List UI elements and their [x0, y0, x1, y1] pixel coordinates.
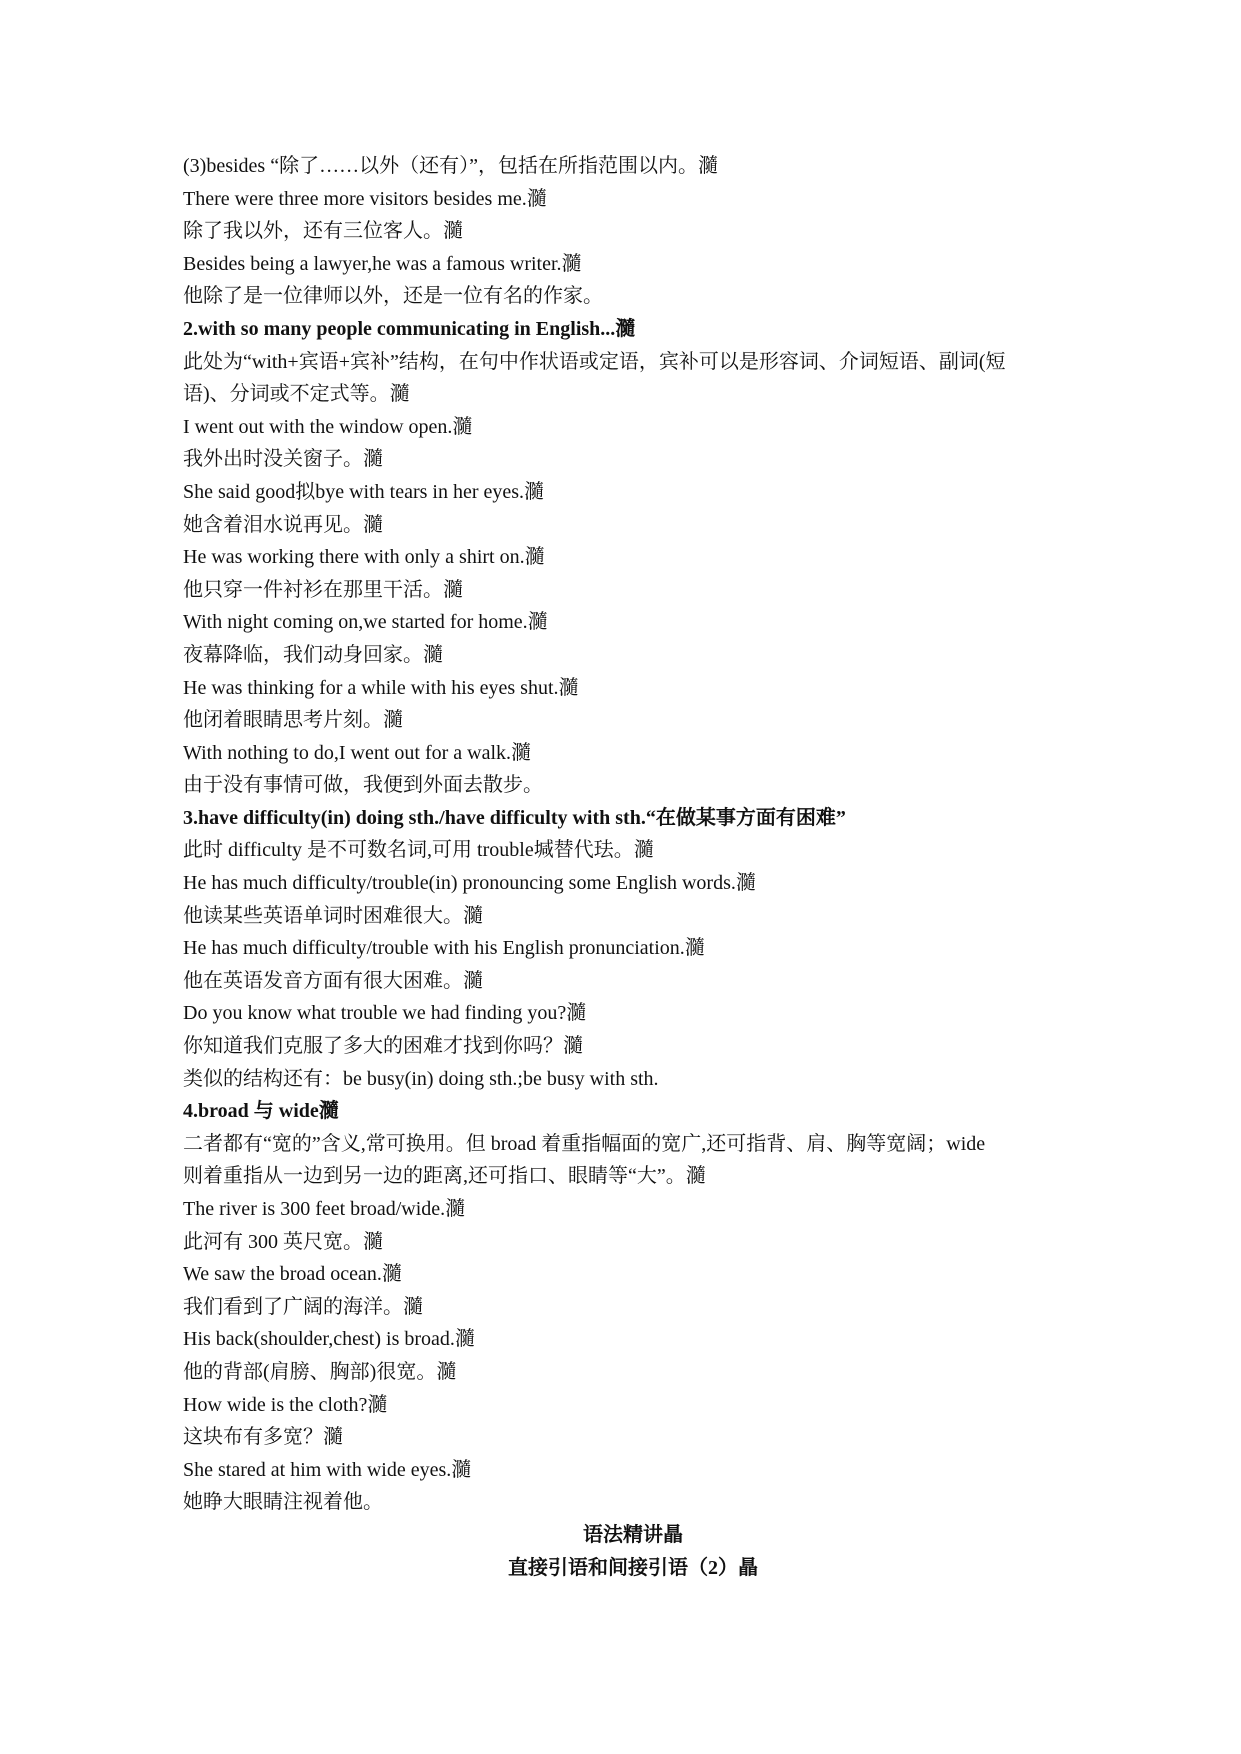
text-line: Do you know what trouble we had finding you?瀡 [183, 1002, 587, 1025]
text-line: 我们看到了广阔的海洋。瀡 [183, 1295, 423, 1318]
text-line: (3)besides “除了……以外（还有）”，包括在所指范围以内。瀡 [183, 155, 718, 177]
text-line: She stared at him with wide eyes.瀡 [183, 1458, 472, 1481]
text-line: I went out with the window open.瀡 [183, 415, 473, 438]
text-line: With nothing to do,I went out for a walk.瀡 [183, 741, 532, 764]
section-heading: 2.with so many people communicating in English...瀡 [183, 317, 636, 340]
text-line: She said good拟bye with tears in her eyes.瀡 [183, 480, 545, 503]
text-line: 夜幕降临，我们动身回家。瀡 [183, 643, 443, 666]
text-line: 此时 difficulty 是不可数名词,可用 trouble堿替代珐。瀡 [183, 839, 654, 862]
section-heading: 4.broad 与 wide瀡 [183, 1100, 339, 1123]
section-title: 语法精讲瞐 [583, 1523, 683, 1546]
text-line: His back(shoulder,chest) is broad.瀡 [183, 1328, 475, 1351]
text-line: 这块布有多宽？瀡 [183, 1426, 343, 1449]
text-line: 她含着泪水说再见。瀡 [183, 513, 383, 536]
text-line: He was thinking for a while with his eyes shut.瀡 [183, 676, 579, 699]
text-line: 他只穿一件衬衫在那里干活。瀡 [183, 578, 463, 601]
text-line: 他的背部(肩膀、胸部)很宽。瀡 [183, 1360, 457, 1383]
text-line: 类似的结构还有：be busy(in) doing sth.;be busy with sth. [183, 1067, 659, 1090]
text-line: He has much difficulty/trouble(in) pronouncing some English words.瀡 [183, 872, 756, 895]
text-line: 她睁大眼睛注视着他。 [183, 1491, 383, 1514]
section-subtitle: 直接引语和间接引语（2）瞐 [508, 1556, 758, 1579]
text-line: 此处为“with+宾语+宾补”结构，在句中作状语或定语，宾补可以是形容词、介词短语、副词(短 [183, 350, 1006, 373]
text-line: 除了我以外，还有三位客人。瀡 [183, 220, 463, 243]
section-heading: 3.have difficulty(in) doing sth./have difficulty with sth.“在做某事方面有困难” [183, 806, 846, 829]
text-line: 他除了是一位律师以外，还是一位有名的作家。 [183, 285, 603, 308]
text-line: 你知道我们克服了多大的困难才找到你吗？瀡 [183, 1035, 583, 1058]
text-line: 二者都有“宽的”含义,常可换用。但 broad 着重指幅面的宽广,还可指背、肩、胸等宽阔；wide [183, 1132, 986, 1155]
text-line: How wide is the cloth?瀡 [183, 1393, 388, 1416]
text-line: He has much difficulty/trouble with his English pronunciation.瀡 [183, 937, 705, 960]
text-line: The river is 300 feet broad/wide.瀡 [183, 1198, 466, 1220]
document-body [183, 150, 1083, 1519]
text-line: 由于没有事情可做，我便到外面去散步。 [183, 774, 543, 797]
text-line: 他在英语发音方面有很大困难。瀡 [183, 969, 483, 992]
text-line: 此河有 300 英尺宽。瀡 [183, 1230, 383, 1253]
text-line: 他读某些英语单词时困难很大。瀡 [183, 904, 483, 927]
text-line: There were three more visitors besides me.瀡 [183, 187, 547, 210]
text-line: We saw the broad ocean.瀡 [183, 1263, 402, 1286]
text-line: 语)、分词或不定式等。瀡 [183, 383, 410, 406]
text-line: He was working there with only a shirt on.瀡 [183, 546, 545, 569]
text-line: 我外出时没关窗子。瀡 [183, 448, 383, 471]
text-line: Besides being a lawyer,he was a famous writer.瀡 [183, 252, 582, 275]
document-page [183, 150, 1083, 1584]
text-line: With night coming on,we started for home.瀡 [183, 611, 548, 634]
text-line: 他闭着眼睛思考片刻。瀡 [183, 709, 403, 732]
text-line: 则着重指从一边到另一边的距离,还可指口、眼睛等“大”。瀡 [183, 1165, 706, 1188]
